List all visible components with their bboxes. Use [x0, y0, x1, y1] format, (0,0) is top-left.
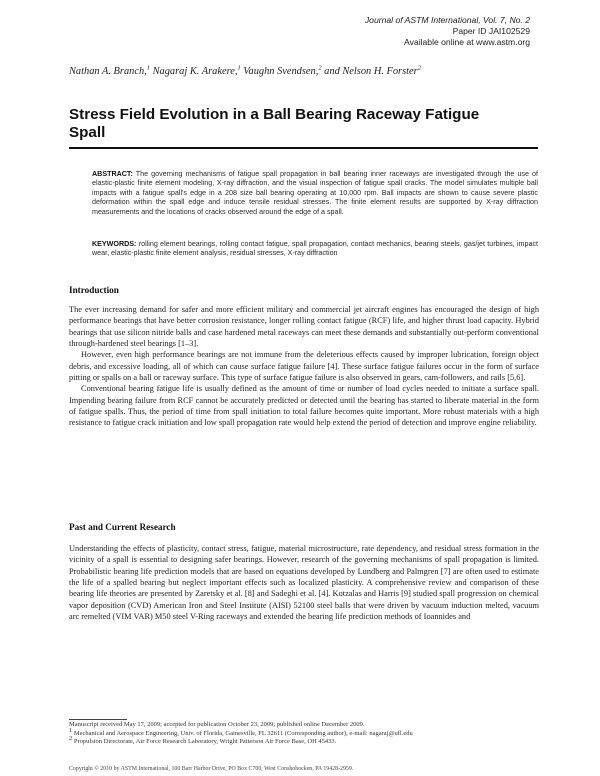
abstract: [92, 170, 538, 217]
abstract-text: The governing mechanisms of fatigue spall propagation in ball bearing inner raceways are investigated through the use of elastic-plastic finite element modeling, X-ray diffraction, and the visual inspection of fatigue spall cracks. The model simulates multiple ball impacts with a fatigue spall's edge in a 208 size ball bearing operating at 10,000 rpm. Ball impacts are shown to cause severe plastic deformation within the spall edge and induce tensile residual stresses. The finite element results are supported by X-ray diffraction measurements and the locations of cracks observed around the edge of a spall.: [92, 170, 538, 216]
footnote-mark: 2: [69, 734, 73, 742]
footnote-text: Propulsion Directorate, Air Force Research Laboratory, Wright Patterson Air Force Base, OH 45433.: [72, 738, 337, 745]
paper-title: Stress Field Evolution in a Ball Bearing Raceway Fatigue Spall: [69, 106, 480, 141]
keywords-text: rolling element bearings, rolling contact fatigue, spall propagation, contact mechanics, bearing steels, gas/jet turbines, impact wear, elastic-plastic finite element analysis, residual stresses, X-ray diffraction: [92, 240, 538, 258]
paragraph: Understanding the effects of plasticity, contact stress, fatigue, material microstructure, rate dependency, and residual stress formation in the vicinity of a spall is essential to designing safer bearings. However, research of the governing mechanisms of spall propagation is limited. Probabilistic bearing life prediction models that are based on equations developed by Lundberg and Palmgren [7] are often used to estimate the life of a spalled bearing but neglect important effects such as localized plasticity. A comprehensive review and comparison of these bearing life theories are presented by Zaretsky et al. [8] and Sadeghi et al. [4]. Kotzalas and Harris [9] studied spall progression on chemical vapor deposition (CVD) American Iron and Steel Institute (AISI) 52100 steel balls that were driven by vacuum induction melted, vacuum arc remelted (VIM VAR) M50 steel V-Ring raceways and extended the bearing life prediction methods of Ioannides and: [69, 544, 539, 622]
journal-name: Journal of ASTM International, Vol. 7, No. 2: [364, 15, 530, 25]
footnote-affiliation-1: [69, 726, 539, 739]
keywords: [92, 240, 538, 259]
footnote-affiliation-2: [69, 734, 539, 747]
footnote-text: Mechanical and Aerospace Engineering, Univ. of Florida, Gainesville, FL 32611 (Corresponding author), e-mail: nagaraj@ufl.edu: [72, 729, 413, 737]
author-name: and Nelson H. Forster: [321, 66, 418, 77]
paragraph: However, even high performance bearings are not immune from the deleterious effects caused by improper lubrication, foreign object debris, and excessive loading, all of which can cause surface fatigue failure [4]. These surface fatigue failures occur in the form of surface pitting or spalls on a ball or raceway surface. This type of surface fatigue failure is also observed in gears, cam-followers, and rails [5,6].: [69, 350, 539, 383]
abstract-label: ABSTRACT:: [92, 170, 133, 178]
affiliation-mark: 1: [146, 64, 150, 72]
copyright-notice: Copyright © 2010 by ASTM International, 100 Barr Harbor Drive, PO Box C700, West Conshohocken, PA 19428-2959.: [69, 766, 354, 772]
footnote-divider: [69, 719, 127, 720]
author-list: [69, 66, 539, 77]
past-research-body: [69, 543, 539, 622]
paper-id: Paper ID JAI102529: [452, 26, 530, 36]
paragraph: Conventional bearing fatigue life is usually defined as the amount of time or number of load cycles needed to initiate a surface spall. Impending bearing failure from RCF cannot be accurately predicted or detected until the bearing has started to liberate material in the form of fatigue spalls. Thus, the period of time from spall initiation to total failure becomes quite important. More robust materials with a high resistance to fatigue crack initiation and low spall propagation rate would help extend the period of detection and improve engine reliability.: [69, 384, 539, 428]
manuscript-dates: Manuscript received May 17, 2009; accepted for publication October 23, 2009; published online December 2009.: [69, 721, 365, 728]
introduction-body: [69, 304, 539, 429]
journal-header: [365, 15, 530, 48]
footnotes: [69, 721, 539, 747]
paragraph: The ever increasing demand for safer and more efficient military and commercial jet aircraft engines has encouraged the design of high performance bearings that have better corrosion resistance, longer rolling contact fatigue (RCF) life, and higher thrust load capacity. Hybrid bearings that use silicon nitride balls and case hardened metal raceways can meet these demands and substantially out-perform conventional through-hardened steel bearings [1–3].: [69, 305, 539, 349]
author-name: Nagaraj K. Arakere,: [150, 66, 238, 77]
affiliation-mark: 1: [237, 64, 241, 72]
author-name: Vaughn Svendsen,: [240, 66, 319, 77]
section-heading-introduction: Introduction: [69, 285, 119, 295]
affiliation-mark: 2: [318, 64, 322, 72]
footnote-mark: 1: [69, 726, 73, 734]
author-name: Nathan A. Branch,: [69, 66, 147, 77]
online-availability: Available online at www.astm.org: [404, 37, 530, 47]
section-heading-past-research: Past and Current Research: [69, 522, 176, 532]
title-divider: [69, 147, 538, 149]
keywords-label: KEYWORDS:: [92, 240, 137, 248]
affiliation-mark: 2: [417, 64, 421, 72]
